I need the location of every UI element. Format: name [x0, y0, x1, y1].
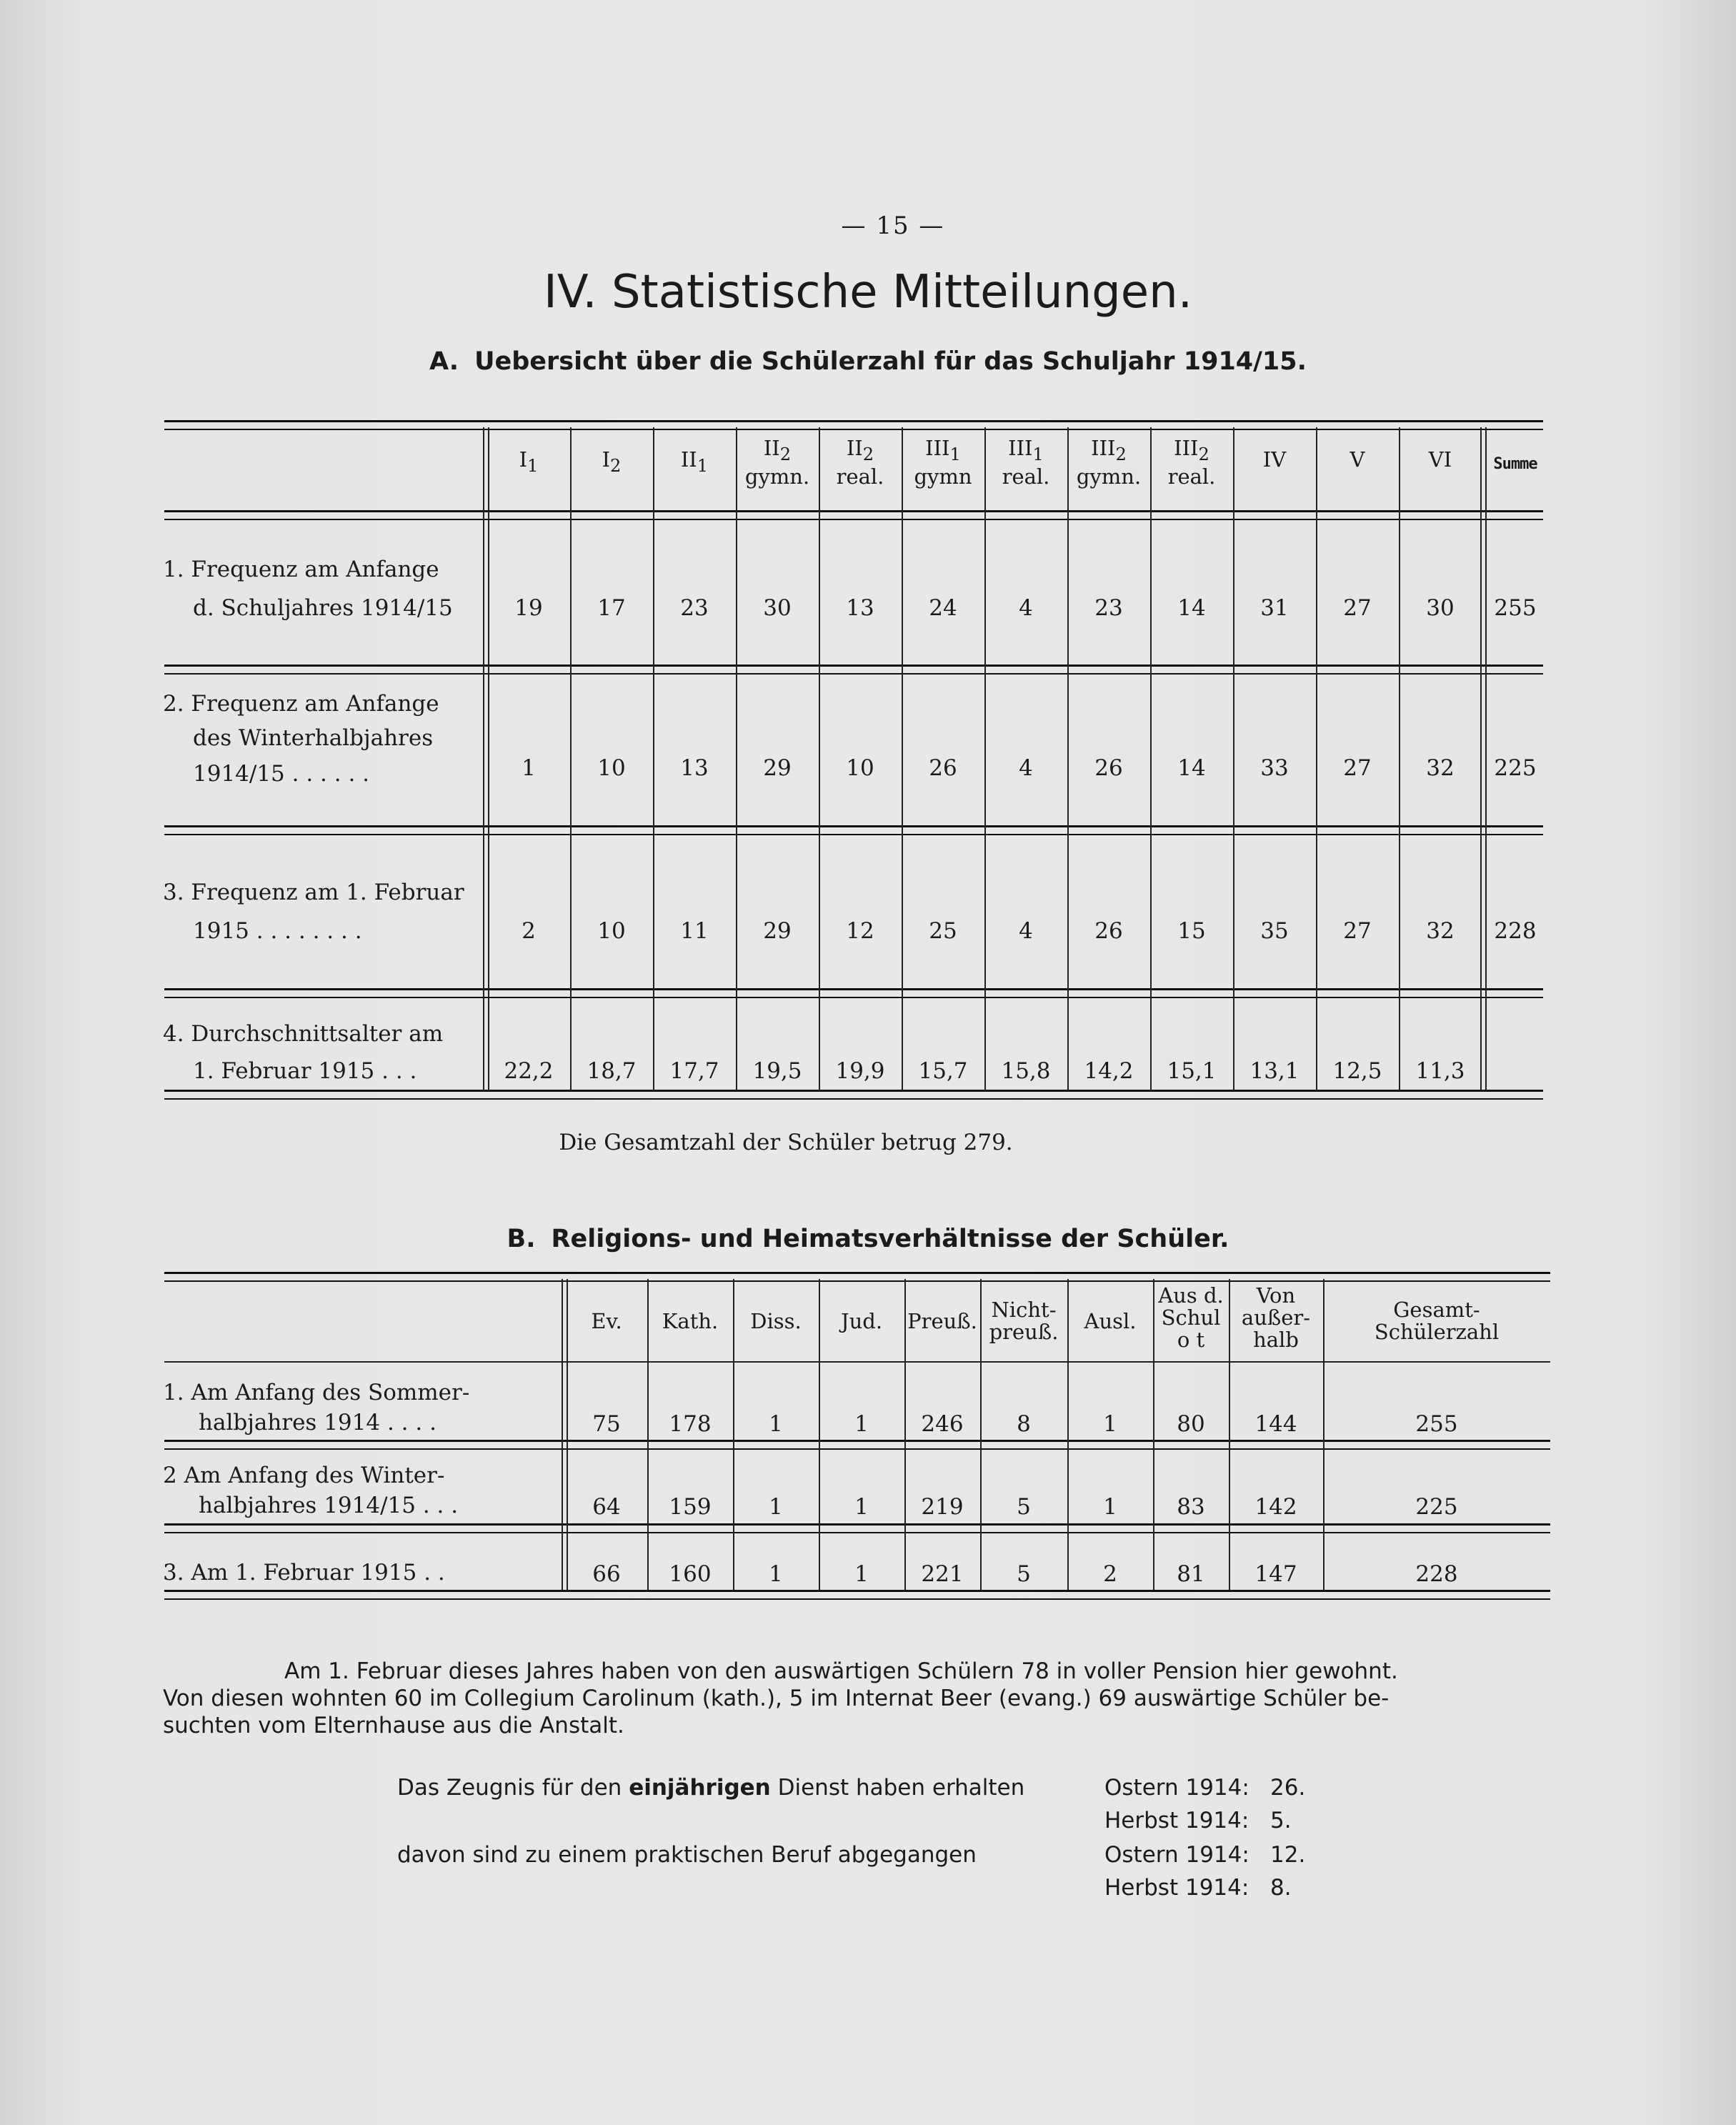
table-cell: 13,1 — [1249, 1058, 1299, 1084]
table-a-row-rule — [164, 988, 1543, 998]
abgegangen-line: davon sind zu einem praktischen Beruf abgegangen — [397, 1842, 977, 1868]
table-cell: 160 — [669, 1561, 712, 1587]
page-title: IV. Statistische Mitteilungen. — [543, 266, 1193, 319]
col-header-III1-gymn: $III_1$ gymn — [914, 436, 972, 489]
table-a-row-rule — [164, 665, 1543, 675]
table-cell: 26 — [1094, 918, 1123, 944]
col-header-preuss: Preuß. — [907, 1309, 977, 1333]
table-b-row-rule — [164, 1440, 1550, 1450]
row-label: 1. Februar 1915 . . . — [193, 1058, 417, 1084]
pension-note-line: Von diesen wohnten 60 im Collegium Carolinum (kath.), 5 im Internat Beer (evang.) 69 auswärtige Schüler be- — [163, 1686, 1390, 1711]
table-cell: 23 — [1094, 595, 1123, 621]
table-cell: 10 — [597, 755, 626, 781]
row-label: 1. Frequenz am Anfange — [163, 557, 439, 582]
table-b-row-rule — [164, 1523, 1550, 1533]
table-cell: 10 — [597, 918, 626, 944]
table-cell: 81 — [1177, 1561, 1205, 1587]
table-b-header-rule — [164, 1361, 1550, 1363]
col-header-kath: Kath. — [662, 1309, 719, 1333]
table-cell: 26 — [929, 755, 957, 781]
row-label: 3. Am 1. Februar 1915 . . — [163, 1560, 445, 1586]
table-cell: 19 — [514, 595, 543, 621]
table-cell: 12,5 — [1332, 1058, 1382, 1084]
table-cell: 246 — [921, 1411, 964, 1437]
zeugnis-entry: Herbst 1914: 8. — [1104, 1875, 1292, 1901]
col-header-ev: Ev. — [591, 1309, 622, 1333]
zeugnis-line: Das Zeugnis für den einjährigen Dienst haben erhalten — [397, 1775, 1025, 1801]
table-cell: 23 — [680, 595, 709, 621]
table-cell: 5 — [1017, 1494, 1031, 1520]
table-cell: 30 — [1426, 595, 1455, 621]
col-header-gesamt: Gesamt- Schülerzahl — [1374, 1298, 1500, 1344]
col-header-VI: VI — [1428, 447, 1452, 472]
table-cell: 5 — [1017, 1561, 1031, 1587]
table-cell: 10 — [846, 755, 874, 781]
section-a-label: A. — [429, 347, 459, 376]
row-label: 1. Am Anfang des Sommer- — [163, 1380, 470, 1405]
table-cell: 1 — [769, 1411, 783, 1437]
section-b-heading — [0, 1225, 1736, 1253]
table-cell: 178 — [669, 1411, 712, 1437]
table-cell: 22,2 — [504, 1058, 554, 1084]
col-header-II2-gymn: $II_2$ gymn. — [744, 436, 810, 489]
table-cell: 1 — [1103, 1411, 1117, 1437]
table-cell: 219 — [921, 1494, 964, 1520]
row-label: 4. Durchschnittsalter am — [163, 1021, 444, 1047]
table-cell: 30 — [763, 595, 792, 621]
table-cell: 1 — [854, 1561, 869, 1587]
zeugnis-bold: einjährigen — [629, 1775, 771, 1801]
table-cell: 17 — [597, 595, 626, 621]
table-cell: 27 — [1343, 755, 1372, 781]
row-label: 1914/15 . . . . . . — [193, 761, 370, 787]
row-label: 2 Am Anfang des Winter- — [163, 1463, 445, 1488]
table-cell: 15 — [1177, 918, 1206, 944]
row-label: halbjahres 1914/15 . . . — [199, 1493, 459, 1518]
table-b-top-rule — [164, 1272, 1550, 1282]
table-cell: 17,7 — [669, 1058, 719, 1084]
table-b-bottom-rule — [164, 1590, 1550, 1600]
col-header-jud: Jud. — [840, 1309, 883, 1333]
row-label: 2. Frequenz am Anfange — [163, 691, 439, 717]
table-cell: 2 — [1103, 1561, 1117, 1587]
col-header-II1: $II_1$ — [680, 447, 709, 476]
total-note: Die Gesamtzahl der Schüler betrug 279. — [559, 1130, 1013, 1155]
col-header-I2: $I_2$ — [602, 447, 622, 476]
row-label: halbjahres 1914 . . . . — [199, 1410, 437, 1435]
table-cell: 15,8 — [1001, 1058, 1051, 1084]
table-cell: 255 — [1415, 1411, 1458, 1437]
col-header-nichtpreuss: Nicht- preuß. — [989, 1298, 1059, 1344]
zeugnis-entry: Ostern 1914: 12. — [1104, 1842, 1306, 1868]
table-cell: 33 — [1260, 755, 1289, 781]
table-cell: 13 — [680, 755, 709, 781]
table-cell: 12 — [846, 918, 874, 944]
table-cell: 27 — [1343, 918, 1372, 944]
table-a-top-rule — [164, 420, 1543, 430]
table-cell-sum: 225 — [1494, 755, 1537, 781]
table-cell: 142 — [1254, 1494, 1297, 1520]
col-header-ausl: Ausl. — [1084, 1309, 1137, 1333]
table-cell-sum: 255 — [1494, 595, 1537, 621]
table-cell-sum: 228 — [1494, 918, 1537, 944]
col-header-III1-real: $III_1$ real. — [1002, 436, 1050, 489]
table-cell: 2 — [522, 918, 536, 944]
table-cell: 15,7 — [918, 1058, 968, 1084]
pension-note-line: Am 1. Februar dieses Jahres haben von den auswärtigen Schülern 78 in voller Pension hier gewohnt. — [284, 1658, 1398, 1684]
table-cell: 15,1 — [1167, 1058, 1217, 1084]
col-header-schulort: Aus d. Schul o t — [1158, 1283, 1224, 1352]
table-cell: 225 — [1415, 1494, 1458, 1520]
table-cell: 18,7 — [587, 1058, 637, 1084]
table-cell: 1 — [769, 1561, 783, 1587]
zeugnis-entry: Herbst 1914: 5. — [1104, 1808, 1292, 1833]
row-label: 3. Frequenz am 1. Februar — [163, 880, 464, 905]
col-header-summe: Summe — [1493, 455, 1537, 473]
table-cell: 83 — [1177, 1494, 1205, 1520]
table-cell: 4 — [1019, 595, 1033, 621]
table-a-row-rule — [164, 825, 1543, 835]
col-header-diss: Diss. — [750, 1309, 802, 1333]
col-header-V: V — [1350, 447, 1365, 472]
table-cell: 64 — [592, 1494, 621, 1520]
table-cell: 228 — [1415, 1561, 1458, 1587]
col-header-I1: $I_1$ — [519, 447, 539, 476]
section-b-heading-text: Religions- und Heimatsverhältnisse der Schüler. — [551, 1225, 1229, 1253]
table-cell: 8 — [1017, 1411, 1031, 1437]
table-cell: 24 — [929, 595, 957, 621]
table-cell: 13 — [846, 595, 874, 621]
table-cell: 25 — [929, 918, 957, 944]
table-cell: 1 — [1103, 1494, 1117, 1520]
col-header-II2-real: $II_2$ real. — [836, 436, 884, 489]
col-header-ausserhalb: Von außer- halb — [1241, 1283, 1311, 1352]
section-a-heading — [0, 347, 1736, 376]
section-a-heading-text: Uebersicht über die Schülerzahl für das Schuljahr 1914/15. — [474, 347, 1307, 376]
table-cell: 1 — [522, 755, 536, 781]
col-header-IV: IV — [1262, 447, 1287, 472]
table-cell: 66 — [592, 1561, 621, 1587]
table-cell: 147 — [1254, 1561, 1297, 1587]
table-cell: 29 — [763, 755, 792, 781]
table-cell: 31 — [1260, 595, 1289, 621]
table-cell: 32 — [1426, 755, 1455, 781]
table-cell: 144 — [1254, 1411, 1297, 1437]
zeugnis-entry: Ostern 1914: 26. — [1104, 1775, 1306, 1801]
section-b-label: B. — [507, 1225, 536, 1253]
table-cell: 11,3 — [1415, 1058, 1465, 1084]
table-cell: 11 — [680, 918, 709, 944]
table-cell: 80 — [1177, 1411, 1205, 1437]
table-cell: 1 — [854, 1411, 869, 1437]
table-cell: 29 — [763, 918, 792, 944]
table-cell: 14 — [1177, 595, 1206, 621]
table-cell: 14,2 — [1084, 1058, 1134, 1084]
col-header-III2-gymn: $III_2$ gymn. — [1076, 436, 1142, 489]
table-cell: 26 — [1094, 755, 1123, 781]
table-cell: 19,9 — [835, 1058, 885, 1084]
table-cell: 221 — [921, 1561, 964, 1587]
page-number: — 15 — — [841, 211, 945, 240]
table-cell: 75 — [592, 1411, 621, 1437]
row-label: 1915 . . . . . . . . — [193, 918, 362, 944]
table-cell: 159 — [669, 1494, 712, 1520]
table-cell: 19,5 — [752, 1058, 802, 1084]
table-cell: 1 — [854, 1494, 869, 1520]
row-label: d. Schuljahres 1914/15 — [193, 595, 453, 621]
pension-note-line: suchten vom Elternhause aus die Anstalt. — [163, 1713, 624, 1738]
table-cell: 27 — [1343, 595, 1372, 621]
table-a-bottom-rule — [164, 1090, 1543, 1100]
table-a-header-rule — [164, 510, 1543, 520]
table-cell: 14 — [1177, 755, 1206, 781]
row-label: des Winterhalbjahres — [193, 725, 434, 751]
table-cell: 1 — [769, 1494, 783, 1520]
table-cell: 35 — [1260, 918, 1289, 944]
col-header-III2-real: $III_2$ real. — [1167, 436, 1216, 489]
table-cell: 4 — [1019, 755, 1033, 781]
table-cell: 32 — [1426, 918, 1455, 944]
table-cell: 4 — [1019, 918, 1033, 944]
